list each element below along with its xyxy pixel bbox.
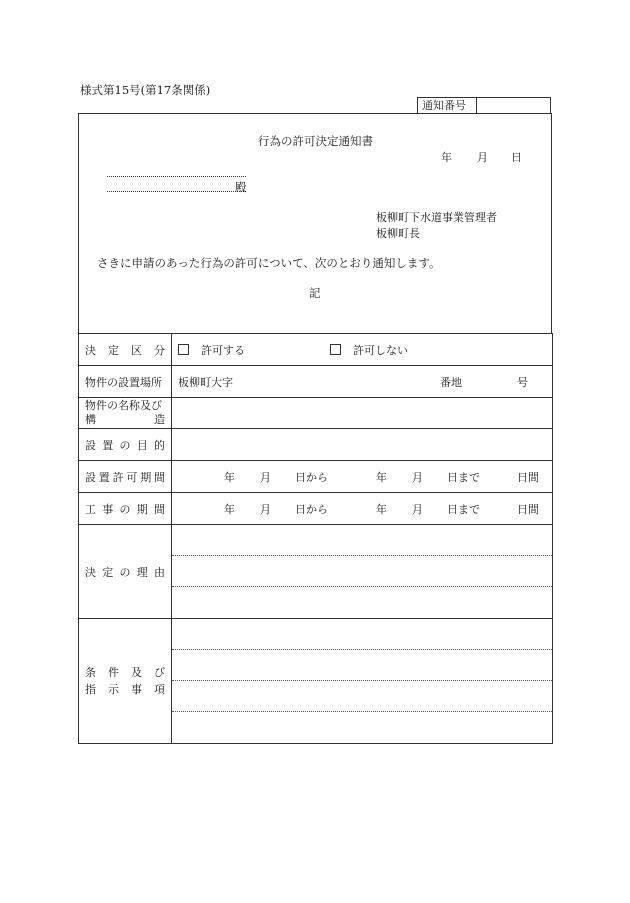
decision-label: 決 定 区 分	[79, 334, 172, 366]
permit-checkbox[interactable]	[178, 344, 189, 355]
conditions-line[interactable]	[172, 650, 552, 681]
deny-option[interactable]: 許可しない	[330, 342, 408, 358]
name-structure-label: 物件の名称及び 構 造	[79, 398, 172, 429]
addressee-line-2[interactable]	[107, 191, 246, 192]
ki-heading: 記	[309, 286, 321, 300]
location-label: 物件の設置場所	[79, 366, 172, 398]
table-row	[79, 398, 553, 429]
notice-body-text: さきに申請のあった行為の許可について、次のとおり通知します。	[97, 256, 441, 270]
issuer-title: 板柳町下水道事業管理者	[376, 211, 497, 224]
permit-option[interactable]: 許可する	[178, 344, 245, 357]
table-row	[79, 461, 553, 493]
conditions-line[interactable]	[172, 681, 552, 712]
table-row	[79, 429, 553, 461]
addressee-suffix: 殿	[235, 180, 247, 194]
conditions-line[interactable]	[172, 619, 552, 650]
conditions-label: 条 件 及 び 指 示 事 項	[79, 619, 172, 744]
deny-checkbox[interactable]	[330, 344, 341, 355]
issuer-name: 板柳町長	[376, 227, 420, 240]
document-title: 行為の許可決定通知書	[258, 134, 373, 148]
purpose-label: 設 置 の 目 的	[79, 429, 172, 461]
table-row	[79, 334, 553, 366]
reason-line[interactable]	[172, 556, 552, 587]
table-row	[79, 366, 553, 398]
table-row	[79, 619, 553, 744]
notice-number-field[interactable]	[477, 98, 550, 113]
notice-number-label: 通知番号	[418, 98, 477, 113]
permit-period-field[interactable]: 年 月 日から 年 月 日まで 日間	[172, 461, 553, 493]
work-period-label: 工 事 の 期 間	[79, 493, 172, 525]
date-month-label: 月	[477, 151, 488, 164]
reason-field[interactable]	[172, 525, 553, 619]
table-row	[79, 493, 553, 525]
addressee-line-1[interactable]	[107, 176, 246, 177]
reason-line[interactable]	[172, 587, 552, 618]
decision-options	[172, 334, 553, 366]
form-number-label: 様式第15号(第17条関係)	[80, 83, 211, 97]
name-structure-field[interactable]	[172, 398, 553, 429]
conditions-field[interactable]	[172, 619, 553, 744]
location-field[interactable]: 板柳町大字 番地 号	[172, 366, 553, 398]
conditions-line[interactable]	[172, 712, 552, 743]
work-period-field[interactable]: 年 月 日から 年 月 日まで 日間	[172, 493, 553, 525]
table-row	[79, 525, 553, 619]
notice-number-box	[417, 97, 551, 114]
details-table	[78, 333, 553, 744]
reason-line[interactable]	[172, 525, 552, 556]
date-day-label: 日	[511, 151, 522, 164]
reason-label: 決 定 の 理 由	[79, 525, 172, 619]
date-year-label: 年	[441, 151, 452, 164]
permit-period-label: 設 置 許 可 期 間	[79, 461, 172, 493]
purpose-field[interactable]	[172, 429, 553, 461]
